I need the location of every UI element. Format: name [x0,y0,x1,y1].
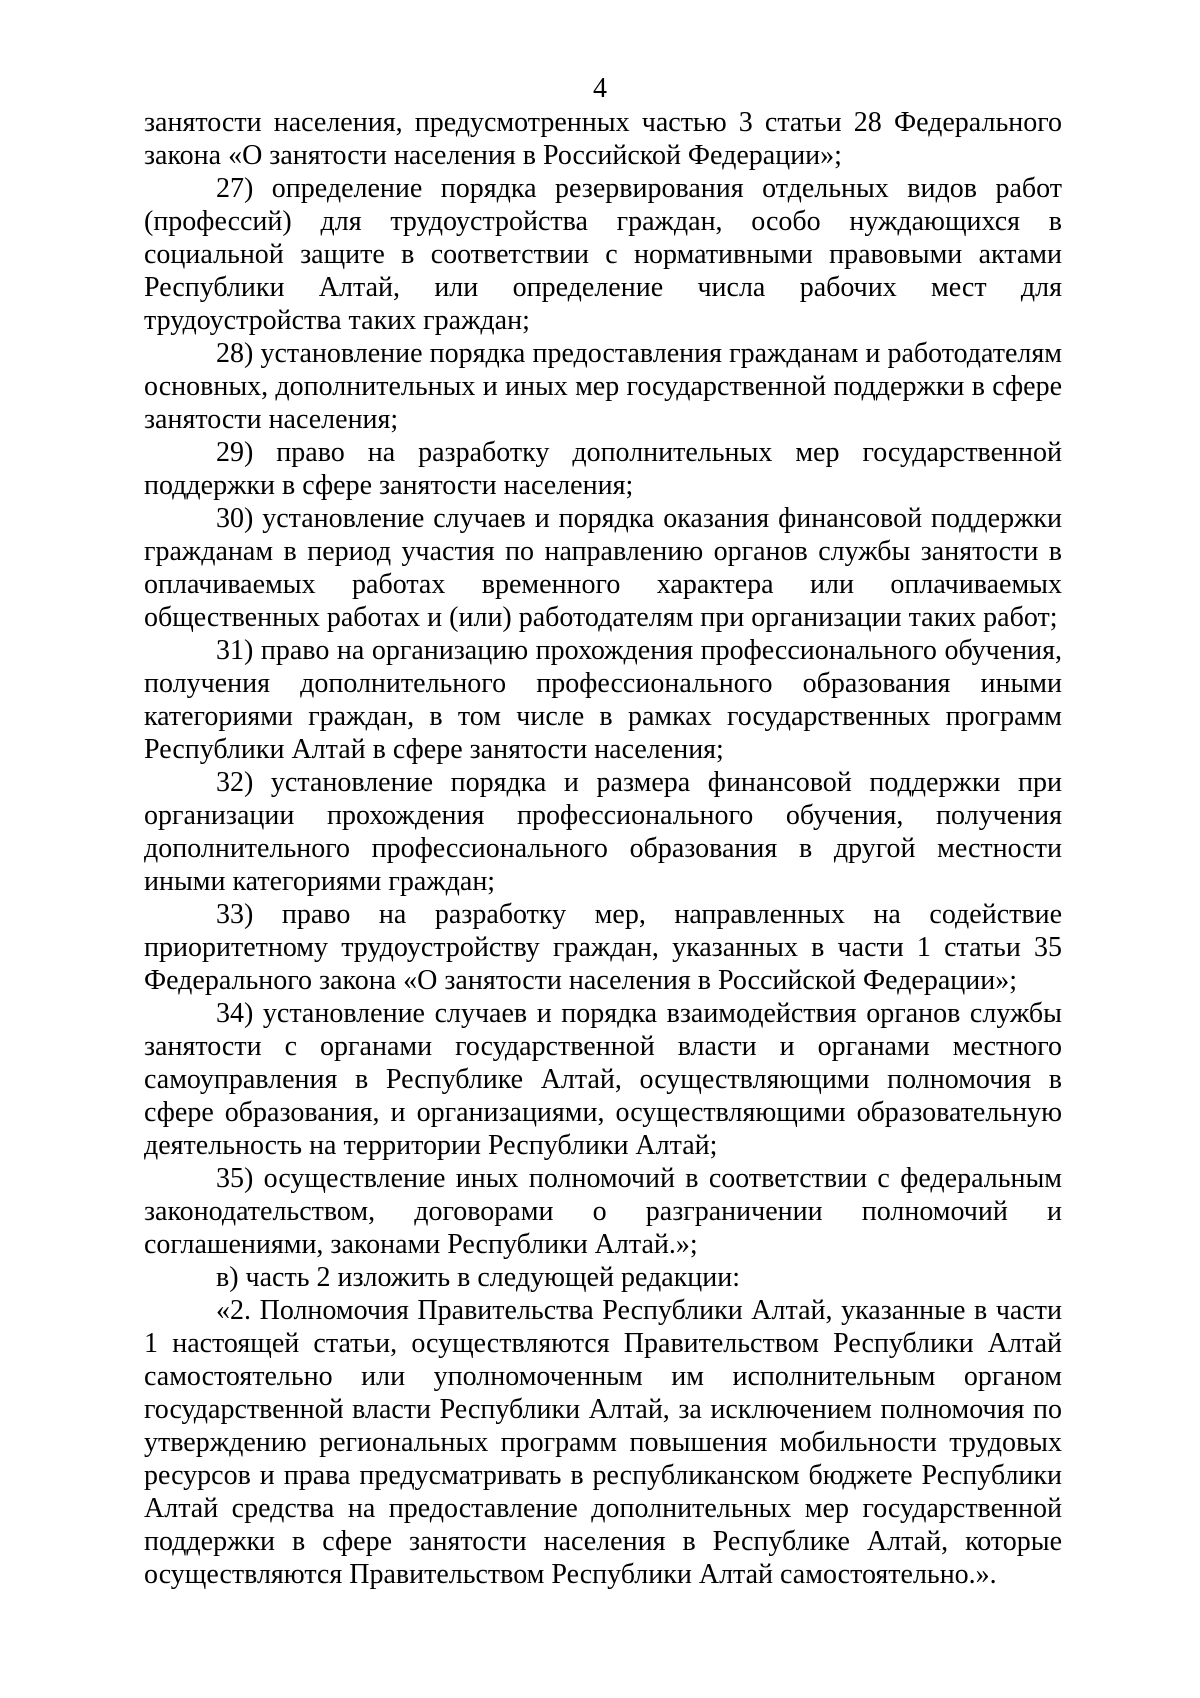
paragraph-item-28: 28) установление порядка предоставления гражданам и работодателям основных, дополнительных и иных мер государственной поддержки в сфере занятости населения; [144,338,1062,435]
paragraph-new-part-2: «2. Полномочия Правительства Республики Алтай, указанные в части 1 настоящей статьи, осуществляются Правительством Республики Алтай самостоятельно или уполномоченным им исполнительным органом государственной власти Республики Алтай, за исключением полномочия по утверждению региональных программ повышения мобильности трудовых ресурсов и права предусматривать в республиканском бюджете Республики Алтай средства на предоставление дополнительных мер государственной поддержки в сфере занятости населения в Республике Алтай, которые осуществляются Правительством Республики Алтай самостоятельно.». [144,1295,1062,1590]
paragraph-item-27: 27) определение порядка резервирования отдельных видов работ (профессий) для трудоустройства граждан, особо нуждающихся в социальной защите в соответствии с нормативными правовыми актами Республики Алтай, или определение числа рабочих мест для трудоустройства таких граждан; [144,173,1062,336]
paragraph-item-35: 35) осуществление иных полномочий в соответствии с федеральным законодательством, договорами о разграничении полномочий и соглашениями, законами Республики Алтай.»; [144,1163,1062,1260]
paragraph-item-29: 29) право на разработку дополнительных мер государственной поддержки в сфере занятости населения; [144,437,1062,501]
page-number: 4 [593,73,607,104]
paragraph-item-31: 31) право на организацию прохождения профессионального обучения, получения дополнительного профессионального образования иными категориями граждан, в том числе в рамках государственных программ Республики Алтай в сфере занятости населения; [144,635,1062,765]
paragraph-item-34: 34) установление случаев и порядка взаимодействия органов службы занятости с органами государственной власти и органами местного самоуправления в Республике Алтай, осуществляющими полномочия в сфере образования, и организациями, осуществляющими образовательную деятельность на территории Республики Алтай; [144,998,1062,1161]
paragraph-amendment-instruction: в) часть 2 изложить в следующей редакции: [216,1262,741,1293]
document-body [144,106,1062,1591]
paragraph-item-30: 30) установление случаев и порядка оказания финансовой поддержки гражданам в период участия по направлению органов службы занятости в оплачиваемых работах временного характера или оплачиваемых общественных работах и (или) работодателям при организации таких работ; [144,503,1062,633]
paragraph-item-32: 32) установление порядка и размера финансовой поддержки при организации прохождения профессионального обучения, получения дополнительного профессионального образования в другой местности иными категориями граждан; [144,767,1062,897]
paragraph-item-33: 33) право на разработку мер, направленных на содействие приоритетному трудоустройству граждан, указанных в части 1 статьи 35 Федерального закона «О занятости населения в Российской Федерации»; [144,899,1062,996]
paragraph-continuation: занятости населения, предусмотренных частью 3 статьи 28 Федерального закона «О занятости населения в Российской Федерации»; [144,107,1062,171]
